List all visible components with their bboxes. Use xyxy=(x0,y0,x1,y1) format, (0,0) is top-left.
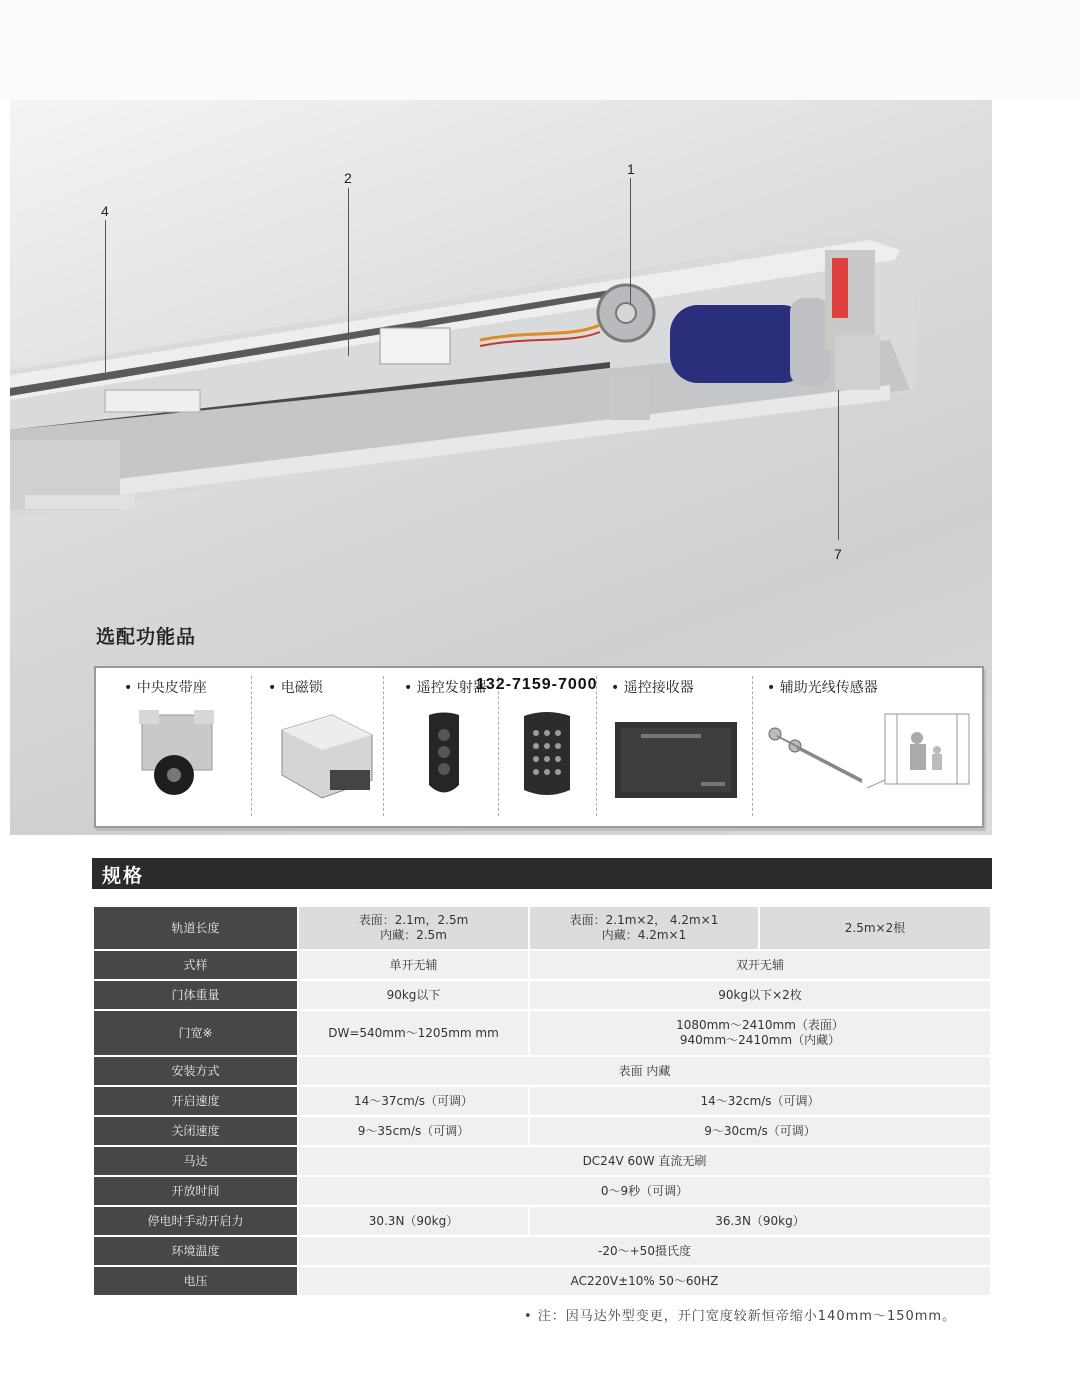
spec-value-line: 表面：2.1m，2.5m xyxy=(358,913,469,927)
spec-table xyxy=(92,905,992,1297)
callout-line-7 xyxy=(838,390,839,540)
spec-value-line: 1080mm～2410mm（表面） xyxy=(676,1018,844,1032)
spec-value: 14～37cm/s（可调） xyxy=(298,1086,529,1116)
spec-value-line: 表面：2.1m×2， 4.2m×1 xyxy=(569,913,719,927)
callout-4: 4 xyxy=(101,203,109,219)
spec-label: 开放时间 xyxy=(93,1176,298,1206)
remote-receiver-icon xyxy=(611,720,741,805)
spec-value-line: 内藏：2.5m xyxy=(380,928,447,942)
spec-value: 90kg以下×2枚 xyxy=(529,980,991,1010)
spec-label: 关闭速度 xyxy=(93,1116,298,1146)
spec-value: 14～32cm/s（可调） xyxy=(529,1086,991,1116)
accessory-remote-receiver xyxy=(597,668,752,826)
accessory-divider xyxy=(498,676,499,816)
spec-label: 安装方式 xyxy=(93,1056,298,1086)
spec-value xyxy=(529,906,759,950)
table-row xyxy=(93,1176,991,1206)
table-row xyxy=(93,980,991,1010)
spec-label: 停电时手动开启力 xyxy=(93,1206,298,1236)
spec-label: 门体重量 xyxy=(93,980,298,1010)
spec-value: 单开无辅 xyxy=(298,950,529,980)
remote-transmitter-icon xyxy=(414,710,474,805)
table-row xyxy=(93,1236,991,1266)
spec-label: 轨道长度 xyxy=(93,906,298,950)
spec-value: 2.5m×2根 xyxy=(759,906,991,950)
callout-2: 2 xyxy=(344,170,352,186)
callout-7: 7 xyxy=(834,546,842,562)
accessory-light-sensor xyxy=(753,668,981,826)
table-row xyxy=(93,1086,991,1116)
callout-line-1 xyxy=(630,178,631,303)
spec-value: 双开无辅 xyxy=(529,950,991,980)
table-row xyxy=(93,906,991,950)
spec-label: 电压 xyxy=(93,1266,298,1296)
table-row xyxy=(93,1116,991,1146)
optional-accessories-title: 选配功能品 xyxy=(96,626,197,648)
spec-value: 表面 内藏 xyxy=(298,1056,991,1086)
spec-value: -20～+50摄氏度 xyxy=(298,1236,991,1266)
spec-label: 环境温度 xyxy=(93,1236,298,1266)
accessory-label: • 遥控接收器 xyxy=(611,680,694,696)
spec-value: DW=540mm～1205mm mm xyxy=(298,1010,529,1056)
spec-label: 式样 xyxy=(93,950,298,980)
spec-value: AC220V±10% 50～60HZ xyxy=(298,1266,991,1296)
table-row xyxy=(93,1056,991,1086)
footnote: • 注：因马达外型变更，开门宽度较新恒帝缩小140mm～150mm。 xyxy=(524,1309,957,1324)
accessory-label: • 遥控发射器 xyxy=(404,680,487,696)
accessory-label: • 辅助光线传感器 xyxy=(767,680,878,696)
spec-value: 90kg以下 xyxy=(298,980,529,1010)
spec-value xyxy=(529,1010,991,1056)
spec-value: DC24V 60W 直流无刷 xyxy=(298,1146,991,1176)
table-row xyxy=(93,1010,991,1056)
callout-line-2 xyxy=(348,188,349,356)
spec-value-line: 940mm～2410mm（内藏） xyxy=(679,1033,841,1047)
accessory-belt-seat xyxy=(96,668,251,826)
spec-title: 规格 xyxy=(102,865,145,887)
spec-label: 开启速度 xyxy=(93,1086,298,1116)
spec-section-header xyxy=(92,858,992,889)
table-row xyxy=(93,1206,991,1236)
spec-value: 0～9秒（可调） xyxy=(298,1176,991,1206)
keypad-transmitter-icon xyxy=(512,708,582,803)
accessory-label: • 电磁锁 xyxy=(268,680,323,696)
electromagnetic-lock-icon xyxy=(272,710,382,805)
belt-seat-icon xyxy=(134,710,224,805)
accessory-label: • 中央皮带座 xyxy=(124,680,207,696)
spec-value: 30.3N（90kg） xyxy=(298,1206,529,1236)
spec-value-line: 内藏：4.2m×1 xyxy=(601,928,687,942)
spec-value: 9～35cm/s（可调） xyxy=(298,1116,529,1146)
spec-label: 门宽※ xyxy=(93,1010,298,1056)
spec-value: 36.3N（90kg） xyxy=(529,1206,991,1236)
page-top-margin xyxy=(0,0,1080,100)
spec-value: 9～30cm/s（可调） xyxy=(529,1116,991,1146)
spec-value xyxy=(298,906,529,950)
accessory-electromagnetic-lock xyxy=(252,668,382,826)
light-sensor-icon xyxy=(767,710,977,810)
contact-phone-number: 132-7159-7000 xyxy=(476,676,598,693)
callout-1: 1 xyxy=(627,161,635,177)
callout-line-4 xyxy=(105,220,106,372)
spec-label: 马达 xyxy=(93,1146,298,1176)
table-row xyxy=(93,950,991,980)
table-row xyxy=(93,1266,991,1296)
table-row xyxy=(93,1146,991,1176)
